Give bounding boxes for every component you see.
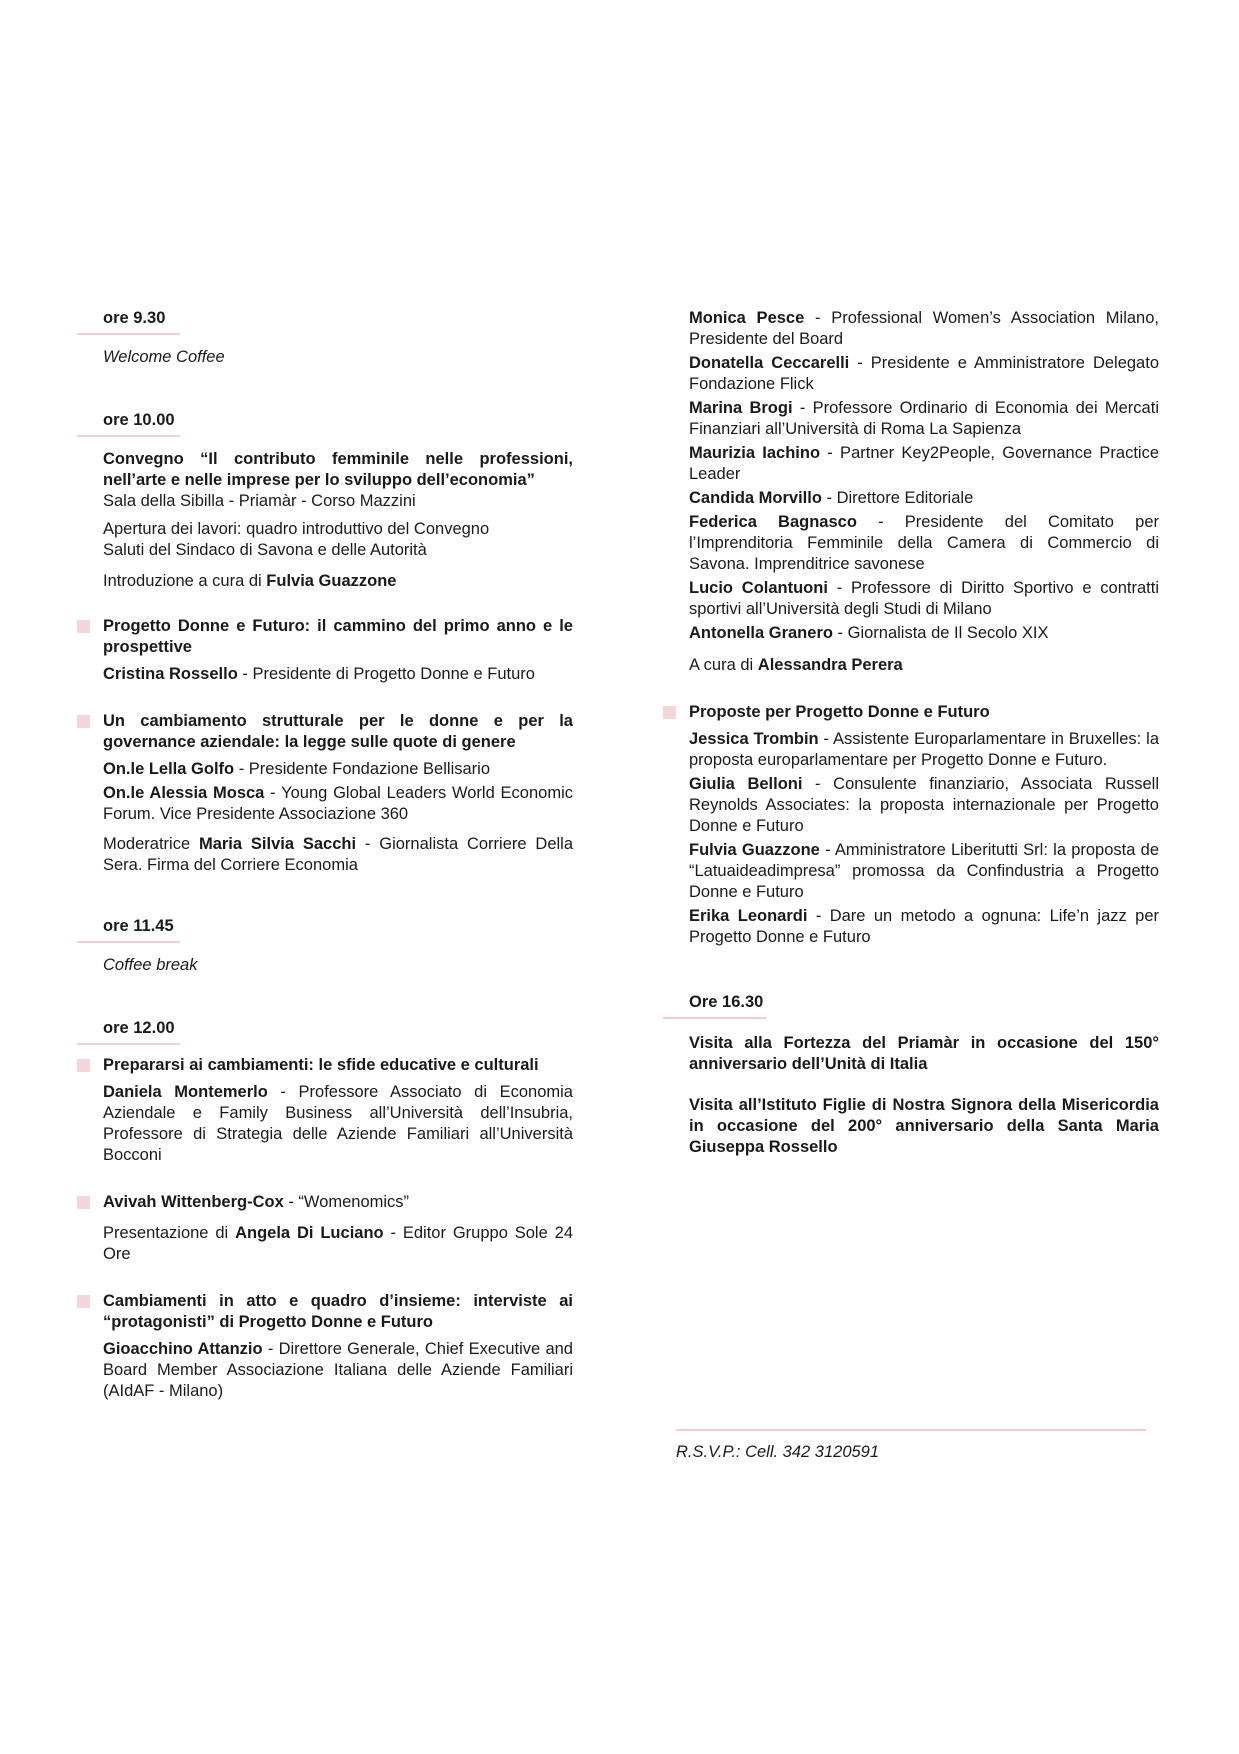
bullet-square — [663, 706, 676, 719]
speaker-name: Erika Leonardi — [689, 907, 808, 925]
speaker-role: - Assistente Europarlamentare in Bruxelles: la proposta europarlamentare per Progetto Donne e Futuro. — [689, 730, 1159, 769]
rsvp-contact: R.S.V.P.: Cell. 342 3120591 — [676, 1443, 880, 1461]
speaker-role: - Partner Key2People, Governance Practice Leader — [689, 444, 1160, 483]
list-item — [689, 398, 1159, 440]
section-cambiamento — [103, 711, 573, 876]
speaker-name: Monica Pesce — [689, 309, 805, 327]
speaker-role: - Presidente del Comitato per l’Imprenditoria Femminile della Camera di Commercio di Savona. Imprenditrice savonese — [689, 513, 1159, 573]
speaker-name: Cristina Rossello — [103, 665, 238, 683]
time-label: Ore 16.30 — [689, 993, 764, 1011]
moderator-role: - Giornalista Corriere Della Sera. Firma del Corriere Economia — [103, 835, 573, 874]
speaker-name: Avivah Wittenberg-Cox — [103, 1193, 284, 1211]
pres-label: Presentazione di — [103, 1224, 236, 1242]
time-block-1630 — [689, 992, 1159, 1019]
bullet-square — [77, 715, 90, 728]
speaker-role: - Professore di Diritto Sportivo e contratti sportivi all’Università degli Studi di Milano — [689, 579, 1160, 618]
speaker-name: Federica Bagnasco — [689, 513, 857, 531]
speaker-role: - Presidente di Progetto Donne e Futuro — [237, 665, 535, 683]
presentazione — [103, 1223, 573, 1265]
speaker-name: Fulvia Guazzone — [689, 841, 820, 859]
speaker-name: Lucio Colantuoni — [689, 579, 828, 597]
section-progetto — [103, 616, 573, 685]
section-cambiamenti-in-atto — [103, 1291, 573, 1402]
speaker-role: - Direttore Generale, Chief Executive and Board Member Associazione Italiana delle Aziende Familiari (AIdAF - Milano) — [103, 1340, 573, 1400]
time-label: ore 9.30 — [103, 309, 166, 327]
intro-label: Introduzione a cura di — [103, 572, 267, 590]
time-label: ore 12.00 — [103, 1019, 175, 1037]
coffee-break: Coffee break — [103, 956, 198, 974]
speaker-role: - Giornalista de Il Secolo XIX — [832, 624, 1049, 642]
speaker — [103, 759, 573, 780]
introduzione — [103, 571, 573, 592]
list-item — [689, 488, 1159, 509]
section-title: Cambiamenti in atto e quadro d’insieme: interviste ai “protagonisti” di Progetto Donne e Futuro — [103, 1292, 573, 1331]
intro-name: Fulvia Guazzone — [266, 572, 397, 590]
list-item — [689, 729, 1159, 771]
cura-label: A cura di — [689, 656, 758, 674]
convegno-title: Convegno “Il contributo femminile nelle professioni, nell’arte e nelle imprese per lo sviluppo dell’economia” — [103, 450, 573, 489]
bullet-square — [77, 1295, 90, 1308]
speaker-role: - Direttore Editoriale — [821, 489, 974, 507]
list-item — [689, 353, 1159, 395]
section-title: Progetto Donne e Futuro: il cammino del primo anno e le prospettive — [103, 617, 573, 656]
section-title: Prepararsi ai cambiamenti: le sfide educative e culturali — [103, 1056, 539, 1074]
left-column — [103, 308, 573, 1402]
time-block-1000 — [103, 410, 573, 437]
speaker-name: Antonella Granero — [689, 624, 833, 642]
speaker-role: - Professore Associato di Economia Aziendale e Family Business all’Università dell’Insubria, Professore di Strategia delle Aziende Familiari all’Università Bocconi — [103, 1083, 573, 1164]
list-item — [689, 512, 1159, 575]
speaker-name: Daniela Montemerlo — [103, 1083, 268, 1101]
visit-istituto: Visita all’Istituto Figlie di Nostra Signora della Misericordia in occasione del 200° anniversario della Santa Maria Giuseppa Rossello — [689, 1096, 1159, 1156]
time-block-930 — [103, 308, 573, 368]
right-column — [689, 308, 1159, 1158]
bullet-square — [77, 620, 90, 633]
section-prepararsi — [103, 1055, 573, 1166]
speaker-role: - Professore Ordinario di Economia dei Mercati Finanziari all’Università di Roma La Sapienza — [689, 399, 1159, 438]
cura-name: Alessandra Perera — [757, 656, 903, 674]
speaker-name: Giulia Belloni — [689, 775, 803, 793]
speaker-role: - Presidente e Amministratore Delegato Fondazione Flick — [689, 354, 1159, 393]
section-proposte — [689, 702, 1159, 948]
speaker-role: - Consulente finanziario, Associata Russell Reynolds Associates: la proposta internazionale per Progetto Donne e Futuro — [689, 775, 1159, 835]
time-label: ore 11.45 — [103, 917, 174, 935]
speaker-role: - “Womenomics” — [283, 1193, 410, 1211]
speaker-role: - Professional Women’s Association Milano, Presidente del Board — [689, 309, 1159, 348]
list-item — [689, 308, 1159, 350]
speaker — [103, 783, 573, 825]
speaker-name: Maurizia Iachino — [689, 444, 821, 462]
speaker — [103, 1192, 573, 1213]
section-title: Un cambiamento strutturale per le donne e per la governance aziendale: la legge sulle quote di genere — [103, 712, 573, 751]
speaker-role: - Dare un metodo a ognuna: Life’n jazz per Progetto Donne e Futuro — [689, 907, 1160, 946]
interviewees-list — [689, 308, 1159, 644]
a-cura-di — [689, 655, 1159, 676]
speaker-name: On.le Lella Golfo — [103, 760, 235, 778]
bullet-square — [77, 1059, 90, 1072]
list-item — [689, 774, 1159, 837]
speaker-name: On.le Alessia Mosca — [103, 784, 265, 802]
speaker — [103, 1339, 573, 1402]
speaker-role: - Amministratore Liberitutti Srl: la proposta de “Latuaideadimpresa” promossa da Confindustria a Progetto Donne e Futuro — [689, 841, 1159, 901]
list-item — [689, 578, 1159, 620]
apertura-line-1: Apertura dei lavori: quadro introduttivo del Convegno — [103, 520, 490, 538]
pres-name: Angela Di Luciano — [235, 1224, 384, 1242]
visit-fortezza: Visita alla Fortezza del Priamàr in occasione del 150° anniversario dell’Unità di Italia — [689, 1034, 1159, 1073]
list-item — [689, 623, 1159, 644]
list-item — [689, 443, 1159, 485]
welcome-coffee: Welcome Coffee — [103, 348, 225, 366]
moderator-label: Moderatrice — [103, 835, 199, 853]
time-block-1200 — [103, 1018, 573, 1045]
moderator-name: Maria Silvia Sacchi — [198, 835, 357, 853]
speaker-role: - Young Global Leaders World Economic Forum. Vice Presidente Associazione 360 — [103, 784, 573, 823]
section-womenomics — [103, 1192, 573, 1265]
speaker-name: Donatella Ceccarelli — [689, 354, 850, 372]
convegno-place: Sala della Sibilla - Priamàr - Corso Mazzini — [103, 492, 416, 510]
apertura-line-2: Saluti del Sindaco di Savona e delle Autorità — [103, 541, 427, 559]
list-item — [689, 840, 1159, 903]
time-block-1145 — [103, 916, 573, 976]
speaker-role: - Presidente Fondazione Bellisario — [234, 760, 490, 778]
rsvp-divider — [676, 1429, 1146, 1431]
time-label: ore 10.00 — [103, 411, 175, 429]
pres-role: - Editor Gruppo Sole 24 Ore — [103, 1224, 573, 1263]
moderator — [103, 834, 573, 876]
speaker-name: Marina Brogi — [689, 399, 793, 417]
speaker — [103, 1082, 573, 1166]
speaker-name: Candida Morvillo — [689, 489, 822, 507]
section-title: Proposte per Progetto Donne e Futuro — [689, 703, 990, 721]
speaker-name: Jessica Trombin — [689, 730, 819, 748]
speaker — [103, 664, 573, 685]
bullet-square — [77, 1196, 90, 1209]
speaker-name: Gioacchino Attanzio — [103, 1340, 263, 1358]
list-item — [689, 906, 1159, 948]
